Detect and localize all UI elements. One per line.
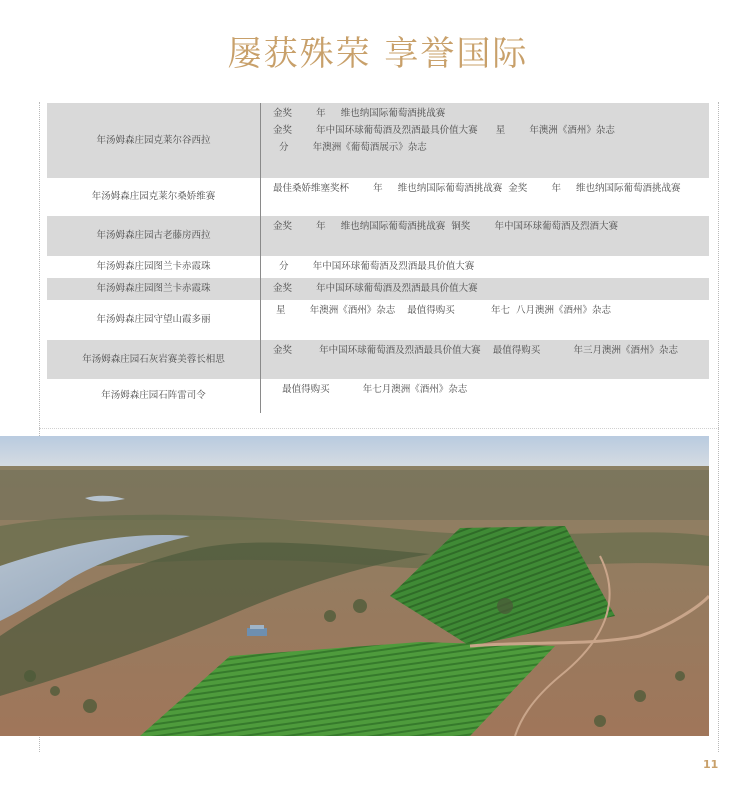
section-dotted-divider (39, 428, 719, 429)
wine-name-cell: 年汤姆森庄园古老藤房西拉 (47, 216, 261, 256)
wine-name-cell: 年汤姆森庄园石阵雷司令 (47, 379, 261, 413)
table-row (47, 300, 709, 340)
award-line: 最值得购买 年七月澳洲《酒州》杂志 (273, 384, 468, 395)
award-line: 分 年澳洲《葡萄酒展示》杂志 (273, 142, 427, 153)
table-row (47, 256, 709, 278)
table-row (47, 178, 709, 216)
wine-name-cell: 年汤姆森庄园图兰卡赤霞珠 (47, 256, 261, 278)
page-number: 11 (703, 758, 719, 771)
wine-name-cell: 年汤姆森庄园克莱尔谷西拉 (47, 103, 261, 178)
table-row (47, 340, 709, 379)
right-dotted-guide (718, 102, 719, 752)
award-line: 金奖 年中国环球葡萄酒及烈酒最具价值大赛 (273, 283, 478, 294)
vineyard-aerial-photo (0, 436, 709, 736)
awards-cell (261, 340, 709, 379)
award-line: 金奖 年中国环球葡萄酒及烈酒最具价值大赛 星 年澳洲《酒州》杂志 (273, 125, 615, 136)
awards-cell (261, 103, 709, 178)
awards-cell (261, 300, 709, 340)
award-line: 分 年中国环球葡萄酒及烈酒最具价值大赛 (273, 261, 475, 272)
awards-table (47, 103, 709, 413)
awards-cell (261, 379, 709, 413)
award-line: 金奖 年 维也纳国际葡萄酒挑战赛 铜奖 年中国环球葡萄酒及烈酒大赛 (273, 221, 618, 232)
table-row (47, 216, 709, 256)
awards-cell (261, 216, 709, 256)
page-title: 屡获殊荣 享誉国际 (227, 34, 529, 74)
table-row (47, 379, 709, 413)
table-row (47, 103, 709, 178)
wine-name-cell: 年汤姆森庄园石灰岩赛美蓉长相思 (47, 340, 261, 379)
award-line: 星 年澳洲《酒州》杂志 最值得购买 年七 八月澳洲《酒州》杂志 (273, 305, 612, 316)
wine-name-cell: 年汤姆森庄园图兰卡赤霞珠 (47, 278, 261, 300)
award-line: 金奖 年 维也纳国际葡萄酒挑战赛 (273, 108, 446, 119)
table-row (47, 278, 709, 300)
award-line: 最佳桑娇维塞奖杯 年 维也纳国际葡萄酒挑战赛 金奖 年 维也纳国际葡萄酒挑战赛 (273, 183, 681, 194)
wine-name-cell: 年汤姆森庄园克莱尔桑娇维赛 (47, 178, 261, 216)
awards-cell (261, 256, 709, 278)
awards-cell (261, 278, 709, 300)
wine-name-cell: 年汤姆森庄园守望山霞多丽 (47, 300, 261, 340)
award-line: 金奖 年中国环球葡萄酒及烈酒最具价值大赛 最值得购买 年三月澳洲《酒州》杂志 (273, 345, 678, 356)
awards-cell (261, 178, 709, 216)
